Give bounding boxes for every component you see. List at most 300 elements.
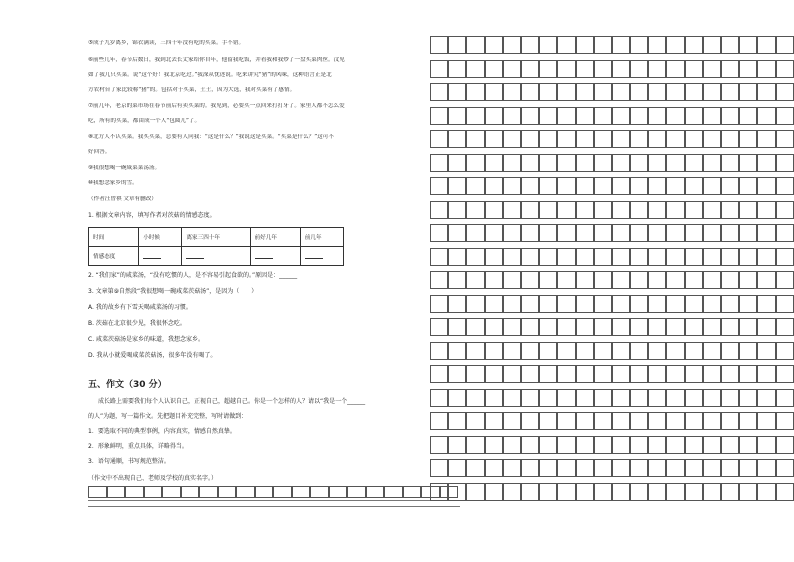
grid-cell[interactable] xyxy=(430,271,448,289)
grid-cell[interactable] xyxy=(776,36,794,54)
grid-cell[interactable] xyxy=(539,271,557,289)
grid-cell[interactable] xyxy=(648,248,666,266)
grid-cell[interactable] xyxy=(666,224,684,242)
grid-cell[interactable] xyxy=(721,201,739,219)
grid-cell[interactable] xyxy=(685,436,703,454)
grid-cell[interactable] xyxy=(666,459,684,477)
grid-cell[interactable] xyxy=(703,436,721,454)
grid-cell[interactable] xyxy=(594,107,612,125)
grid-cell[interactable] xyxy=(539,130,557,148)
grid-cell[interactable] xyxy=(594,83,612,101)
grid-cell[interactable] xyxy=(521,83,539,101)
grid-cell[interactable] xyxy=(310,486,329,498)
grid-cell[interactable] xyxy=(648,389,666,407)
grid-cell[interactable] xyxy=(503,459,521,477)
grid-cell[interactable] xyxy=(703,412,721,430)
grid-cell[interactable] xyxy=(503,177,521,195)
grid-cell[interactable] xyxy=(703,60,721,78)
grid-cell[interactable] xyxy=(485,342,503,360)
grid-cell[interactable] xyxy=(721,154,739,172)
grid-cell[interactable] xyxy=(448,201,466,219)
grid-cell[interactable] xyxy=(576,365,594,383)
grid-cell[interactable] xyxy=(576,130,594,148)
grid-cell[interactable] xyxy=(703,318,721,336)
grid-cell[interactable] xyxy=(739,130,757,148)
grid-cell[interactable] xyxy=(557,60,575,78)
grid-cell[interactable] xyxy=(594,154,612,172)
grid-cell[interactable] xyxy=(557,342,575,360)
grid-cell[interactable] xyxy=(236,486,255,498)
grid-cell[interactable] xyxy=(757,224,775,242)
grid-cell[interactable] xyxy=(703,36,721,54)
grid-cell[interactable] xyxy=(557,436,575,454)
grid-cell[interactable] xyxy=(757,248,775,266)
grid-cell[interactable] xyxy=(721,177,739,195)
grid-cell[interactable] xyxy=(485,412,503,430)
grid-cell[interactable] xyxy=(503,271,521,289)
grid-cell[interactable] xyxy=(685,60,703,78)
grid-cell[interactable] xyxy=(648,483,666,501)
grid-cell[interactable] xyxy=(757,271,775,289)
grid-cell[interactable] xyxy=(685,389,703,407)
grid-cell[interactable] xyxy=(685,248,703,266)
grid-cell[interactable] xyxy=(703,342,721,360)
grid-cell[interactable] xyxy=(685,295,703,313)
grid-cell[interactable] xyxy=(666,295,684,313)
grid-cell[interactable] xyxy=(739,483,757,501)
grid-cell[interactable] xyxy=(648,365,666,383)
grid-cell[interactable] xyxy=(757,483,775,501)
grid-cell[interactable] xyxy=(557,271,575,289)
grid-cell[interactable] xyxy=(539,60,557,78)
grid-cell[interactable] xyxy=(612,201,630,219)
grid-cell[interactable] xyxy=(739,36,757,54)
grid-cell[interactable] xyxy=(721,224,739,242)
grid-cell[interactable] xyxy=(503,389,521,407)
grid-cell[interactable] xyxy=(648,459,666,477)
grid-cell[interactable] xyxy=(503,36,521,54)
grid-cell[interactable] xyxy=(703,154,721,172)
grid-cell[interactable] xyxy=(648,412,666,430)
grid-cell[interactable] xyxy=(466,483,484,501)
grid-cell[interactable] xyxy=(576,295,594,313)
grid-cell[interactable] xyxy=(539,459,557,477)
grid-cell[interactable] xyxy=(757,177,775,195)
grid-cell[interactable] xyxy=(594,389,612,407)
grid-cell[interactable] xyxy=(721,295,739,313)
grid-cell[interactable] xyxy=(448,365,466,383)
answer-blank-cell[interactable] xyxy=(300,247,343,266)
grid-cell[interactable] xyxy=(539,154,557,172)
grid-cell[interactable] xyxy=(521,271,539,289)
grid-cell[interactable] xyxy=(666,318,684,336)
grid-cell[interactable] xyxy=(576,412,594,430)
grid-cell[interactable] xyxy=(612,60,630,78)
grid-cell[interactable] xyxy=(576,248,594,266)
grid-cell[interactable] xyxy=(703,459,721,477)
grid-cell[interactable] xyxy=(430,483,448,501)
grid-cell[interactable] xyxy=(329,486,348,498)
grid-cell[interactable] xyxy=(721,342,739,360)
grid-cell[interactable] xyxy=(199,486,218,498)
grid-cell[interactable] xyxy=(521,36,539,54)
grid-cell[interactable] xyxy=(757,60,775,78)
grid-cell[interactable] xyxy=(612,130,630,148)
grid-cell[interactable] xyxy=(648,60,666,78)
grid-cell[interactable] xyxy=(557,389,575,407)
grid-cell[interactable] xyxy=(630,83,648,101)
grid-cell[interactable] xyxy=(430,459,448,477)
grid-cell[interactable] xyxy=(703,224,721,242)
grid-cell[interactable] xyxy=(612,83,630,101)
grid-cell[interactable] xyxy=(666,177,684,195)
grid-cell[interactable] xyxy=(612,107,630,125)
grid-cell[interactable] xyxy=(466,201,484,219)
grid-cell[interactable] xyxy=(630,271,648,289)
grid-cell[interactable] xyxy=(757,365,775,383)
grid-cell[interactable] xyxy=(539,177,557,195)
grid-cell[interactable] xyxy=(430,295,448,313)
grid-cell[interactable] xyxy=(685,177,703,195)
grid-cell[interactable] xyxy=(218,486,237,498)
grid-cell[interactable] xyxy=(594,318,612,336)
grid-cell[interactable] xyxy=(721,60,739,78)
grid-cell[interactable] xyxy=(648,295,666,313)
grid-cell[interactable] xyxy=(466,365,484,383)
grid-cell[interactable] xyxy=(273,486,292,498)
grid-cell[interactable] xyxy=(630,248,648,266)
grid-cell[interactable] xyxy=(539,83,557,101)
grid-cell[interactable] xyxy=(757,154,775,172)
grid-cell[interactable] xyxy=(739,295,757,313)
grid-cell[interactable] xyxy=(630,295,648,313)
grid-cell[interactable] xyxy=(721,271,739,289)
grid-cell[interactable] xyxy=(539,248,557,266)
grid-cell[interactable] xyxy=(757,201,775,219)
grid-cell[interactable] xyxy=(430,36,448,54)
grid-cell[interactable] xyxy=(521,412,539,430)
grid-cell[interactable] xyxy=(648,224,666,242)
grid-cell[interactable] xyxy=(666,342,684,360)
grid-cell[interactable] xyxy=(666,248,684,266)
grid-cell[interactable] xyxy=(430,130,448,148)
grid-cell[interactable] xyxy=(666,483,684,501)
grid-cell[interactable] xyxy=(703,295,721,313)
grid-cell[interactable] xyxy=(466,459,484,477)
grid-cell[interactable] xyxy=(448,36,466,54)
grid-cell[interactable] xyxy=(630,60,648,78)
grid-cell[interactable] xyxy=(612,271,630,289)
grid-cell[interactable] xyxy=(521,459,539,477)
grid-cell[interactable] xyxy=(448,130,466,148)
grid-cell[interactable] xyxy=(503,130,521,148)
grid-cell[interactable] xyxy=(503,83,521,101)
grid-cell[interactable] xyxy=(685,36,703,54)
grid-cell[interactable] xyxy=(557,201,575,219)
grid-cell[interactable] xyxy=(721,318,739,336)
grid-cell[interactable] xyxy=(739,201,757,219)
grid-cell[interactable] xyxy=(557,177,575,195)
grid-cell[interactable] xyxy=(503,436,521,454)
grid-cell[interactable] xyxy=(466,412,484,430)
grid-cell[interactable] xyxy=(485,295,503,313)
grid-cell[interactable] xyxy=(666,130,684,148)
grid-cell[interactable] xyxy=(485,36,503,54)
grid-cell[interactable] xyxy=(485,459,503,477)
grid-cell[interactable] xyxy=(757,36,775,54)
grid-cell[interactable] xyxy=(430,201,448,219)
grid-cell[interactable] xyxy=(630,365,648,383)
grid-cell[interactable] xyxy=(430,389,448,407)
grid-cell[interactable] xyxy=(630,201,648,219)
grid-cell[interactable] xyxy=(448,107,466,125)
grid-cell[interactable] xyxy=(630,154,648,172)
grid-cell[interactable] xyxy=(576,459,594,477)
grid-cell[interactable] xyxy=(557,365,575,383)
grid-cell[interactable] xyxy=(521,295,539,313)
grid-cell[interactable] xyxy=(630,342,648,360)
grid-cell[interactable] xyxy=(721,130,739,148)
grid-cell[interactable] xyxy=(503,412,521,430)
grid-cell[interactable] xyxy=(776,483,794,501)
grid-cell[interactable] xyxy=(255,486,274,498)
grid-cell[interactable] xyxy=(521,342,539,360)
grid-cell[interactable] xyxy=(503,107,521,125)
grid-cell[interactable] xyxy=(630,130,648,148)
grid-cell[interactable] xyxy=(448,412,466,430)
grid-cell[interactable] xyxy=(539,365,557,383)
grid-cell[interactable] xyxy=(757,459,775,477)
grid-cell[interactable] xyxy=(557,318,575,336)
grid-cell[interactable] xyxy=(739,365,757,383)
grid-cell[interactable] xyxy=(666,201,684,219)
grid-cell[interactable] xyxy=(721,389,739,407)
grid-cell[interactable] xyxy=(739,154,757,172)
grid-cell[interactable] xyxy=(612,318,630,336)
grid-cell[interactable] xyxy=(739,271,757,289)
grid-cell[interactable] xyxy=(685,224,703,242)
grid-cell[interactable] xyxy=(757,130,775,148)
grid-cell[interactable] xyxy=(539,318,557,336)
grid-cell[interactable] xyxy=(648,83,666,101)
grid-cell[interactable] xyxy=(485,154,503,172)
grid-cell[interactable] xyxy=(630,224,648,242)
grid-cell[interactable] xyxy=(739,224,757,242)
grid-cell[interactable] xyxy=(521,436,539,454)
grid-cell[interactable] xyxy=(448,459,466,477)
grid-cell[interactable] xyxy=(576,83,594,101)
grid-cell[interactable] xyxy=(666,154,684,172)
grid-cell[interactable] xyxy=(685,342,703,360)
grid-cell[interactable] xyxy=(739,318,757,336)
grid-cell[interactable] xyxy=(776,83,794,101)
grid-cell[interactable] xyxy=(666,389,684,407)
grid-cell[interactable] xyxy=(466,295,484,313)
grid-cell[interactable] xyxy=(448,177,466,195)
grid-cell[interactable] xyxy=(576,154,594,172)
grid-cell[interactable] xyxy=(666,436,684,454)
grid-cell[interactable] xyxy=(612,154,630,172)
grid-cell[interactable] xyxy=(539,389,557,407)
grid-cell[interactable] xyxy=(521,60,539,78)
grid-cell[interactable] xyxy=(703,177,721,195)
grid-cell[interactable] xyxy=(594,177,612,195)
grid-cell[interactable] xyxy=(430,436,448,454)
grid-cell[interactable] xyxy=(757,107,775,125)
grid-cell[interactable] xyxy=(594,295,612,313)
grid-cell[interactable] xyxy=(776,318,794,336)
grid-cell[interactable] xyxy=(630,177,648,195)
grid-cell[interactable] xyxy=(594,201,612,219)
grid-cell[interactable] xyxy=(503,483,521,501)
grid-cell[interactable] xyxy=(612,36,630,54)
grid-cell[interactable] xyxy=(485,177,503,195)
grid-cell[interactable] xyxy=(485,107,503,125)
grid-cell[interactable] xyxy=(521,224,539,242)
grid-cell[interactable] xyxy=(739,107,757,125)
grid-cell[interactable] xyxy=(630,318,648,336)
grid-cell[interactable] xyxy=(612,295,630,313)
grid-cell[interactable] xyxy=(539,295,557,313)
grid-cell[interactable] xyxy=(539,201,557,219)
grid-cell[interactable] xyxy=(703,83,721,101)
grid-cell[interactable] xyxy=(648,154,666,172)
grid-cell[interactable] xyxy=(776,60,794,78)
grid-cell[interactable] xyxy=(685,318,703,336)
grid-cell[interactable] xyxy=(107,486,126,498)
grid-cell[interactable] xyxy=(466,436,484,454)
grid-cell[interactable] xyxy=(612,412,630,430)
grid-cell[interactable] xyxy=(384,486,403,498)
grid-cell[interactable] xyxy=(485,248,503,266)
grid-cell[interactable] xyxy=(648,436,666,454)
grid-cell[interactable] xyxy=(594,342,612,360)
grid-cell[interactable] xyxy=(466,36,484,54)
grid-cell[interactable] xyxy=(630,389,648,407)
grid-cell[interactable] xyxy=(776,412,794,430)
grid-cell[interactable] xyxy=(557,248,575,266)
grid-cell[interactable] xyxy=(430,224,448,242)
grid-cell[interactable] xyxy=(485,60,503,78)
grid-cell[interactable] xyxy=(557,130,575,148)
grid-cell[interactable] xyxy=(576,318,594,336)
grid-cell[interactable] xyxy=(557,107,575,125)
grid-cell[interactable] xyxy=(703,201,721,219)
grid-cell[interactable] xyxy=(776,154,794,172)
grid-cell[interactable] xyxy=(466,342,484,360)
grid-cell[interactable] xyxy=(739,248,757,266)
grid-cell[interactable] xyxy=(347,486,366,498)
grid-cell[interactable] xyxy=(648,177,666,195)
grid-cell[interactable] xyxy=(539,107,557,125)
grid-cell[interactable] xyxy=(448,224,466,242)
grid-cell[interactable] xyxy=(630,107,648,125)
grid-cell[interactable] xyxy=(757,342,775,360)
grid-cell[interactable] xyxy=(594,365,612,383)
grid-cell[interactable] xyxy=(666,107,684,125)
grid-cell[interactable] xyxy=(557,154,575,172)
grid-cell[interactable] xyxy=(539,412,557,430)
grid-cell[interactable] xyxy=(757,389,775,407)
grid-cell[interactable] xyxy=(703,130,721,148)
grid-cell[interactable] xyxy=(466,318,484,336)
grid-cell[interactable] xyxy=(612,389,630,407)
grid-cell[interactable] xyxy=(576,271,594,289)
grid-cell[interactable] xyxy=(685,83,703,101)
grid-cell[interactable] xyxy=(630,412,648,430)
grid-cell[interactable] xyxy=(612,177,630,195)
grid-cell[interactable] xyxy=(594,36,612,54)
grid-cell[interactable] xyxy=(739,459,757,477)
grid-cell[interactable] xyxy=(557,483,575,501)
grid-cell[interactable] xyxy=(739,342,757,360)
grid-cell[interactable] xyxy=(703,483,721,501)
grid-cell[interactable] xyxy=(366,486,385,498)
grid-cell[interactable] xyxy=(466,224,484,242)
grid-cell[interactable] xyxy=(448,248,466,266)
grid-cell[interactable] xyxy=(430,318,448,336)
grid-cell[interactable] xyxy=(485,271,503,289)
grid-cell[interactable] xyxy=(703,107,721,125)
grid-cell[interactable] xyxy=(466,60,484,78)
grid-cell[interactable] xyxy=(630,483,648,501)
grid-cell[interactable] xyxy=(685,154,703,172)
grid-cell[interactable] xyxy=(776,107,794,125)
grid-cell[interactable] xyxy=(630,36,648,54)
grid-cell[interactable] xyxy=(448,389,466,407)
grid-cell[interactable] xyxy=(776,201,794,219)
grid-cell[interactable] xyxy=(757,436,775,454)
grid-cell[interactable] xyxy=(648,318,666,336)
grid-cell[interactable] xyxy=(521,389,539,407)
grid-cell[interactable] xyxy=(703,248,721,266)
grid-cell[interactable] xyxy=(594,271,612,289)
grid-cell[interactable] xyxy=(685,201,703,219)
grid-cell[interactable] xyxy=(757,83,775,101)
grid-cell[interactable] xyxy=(739,436,757,454)
grid-cell[interactable] xyxy=(776,130,794,148)
grid-cell[interactable] xyxy=(557,36,575,54)
grid-cell[interactable] xyxy=(576,177,594,195)
grid-cell[interactable] xyxy=(403,486,422,498)
grid-cell[interactable] xyxy=(721,483,739,501)
grid-cell[interactable] xyxy=(648,342,666,360)
grid-cell[interactable] xyxy=(630,459,648,477)
grid-cell[interactable] xyxy=(503,201,521,219)
grid-cell[interactable] xyxy=(448,154,466,172)
grid-cell[interactable] xyxy=(466,248,484,266)
grid-cell[interactable] xyxy=(612,342,630,360)
grid-cell[interactable] xyxy=(88,486,107,498)
grid-cell[interactable] xyxy=(703,365,721,383)
grid-cell[interactable] xyxy=(594,412,612,430)
writing-grid-bottom[interactable] xyxy=(88,486,458,498)
grid-cell[interactable] xyxy=(666,412,684,430)
grid-cell[interactable] xyxy=(776,459,794,477)
grid-cell[interactable] xyxy=(521,130,539,148)
grid-cell[interactable] xyxy=(721,107,739,125)
grid-cell[interactable] xyxy=(666,36,684,54)
grid-cell[interactable] xyxy=(503,295,521,313)
grid-cell[interactable] xyxy=(594,483,612,501)
grid-cell[interactable] xyxy=(739,60,757,78)
grid-cell[interactable] xyxy=(521,201,539,219)
grid-cell[interactable] xyxy=(448,483,466,501)
grid-cell[interactable] xyxy=(648,36,666,54)
grid-cell[interactable] xyxy=(776,271,794,289)
grid-cell[interactable] xyxy=(666,83,684,101)
grid-cell[interactable] xyxy=(776,389,794,407)
